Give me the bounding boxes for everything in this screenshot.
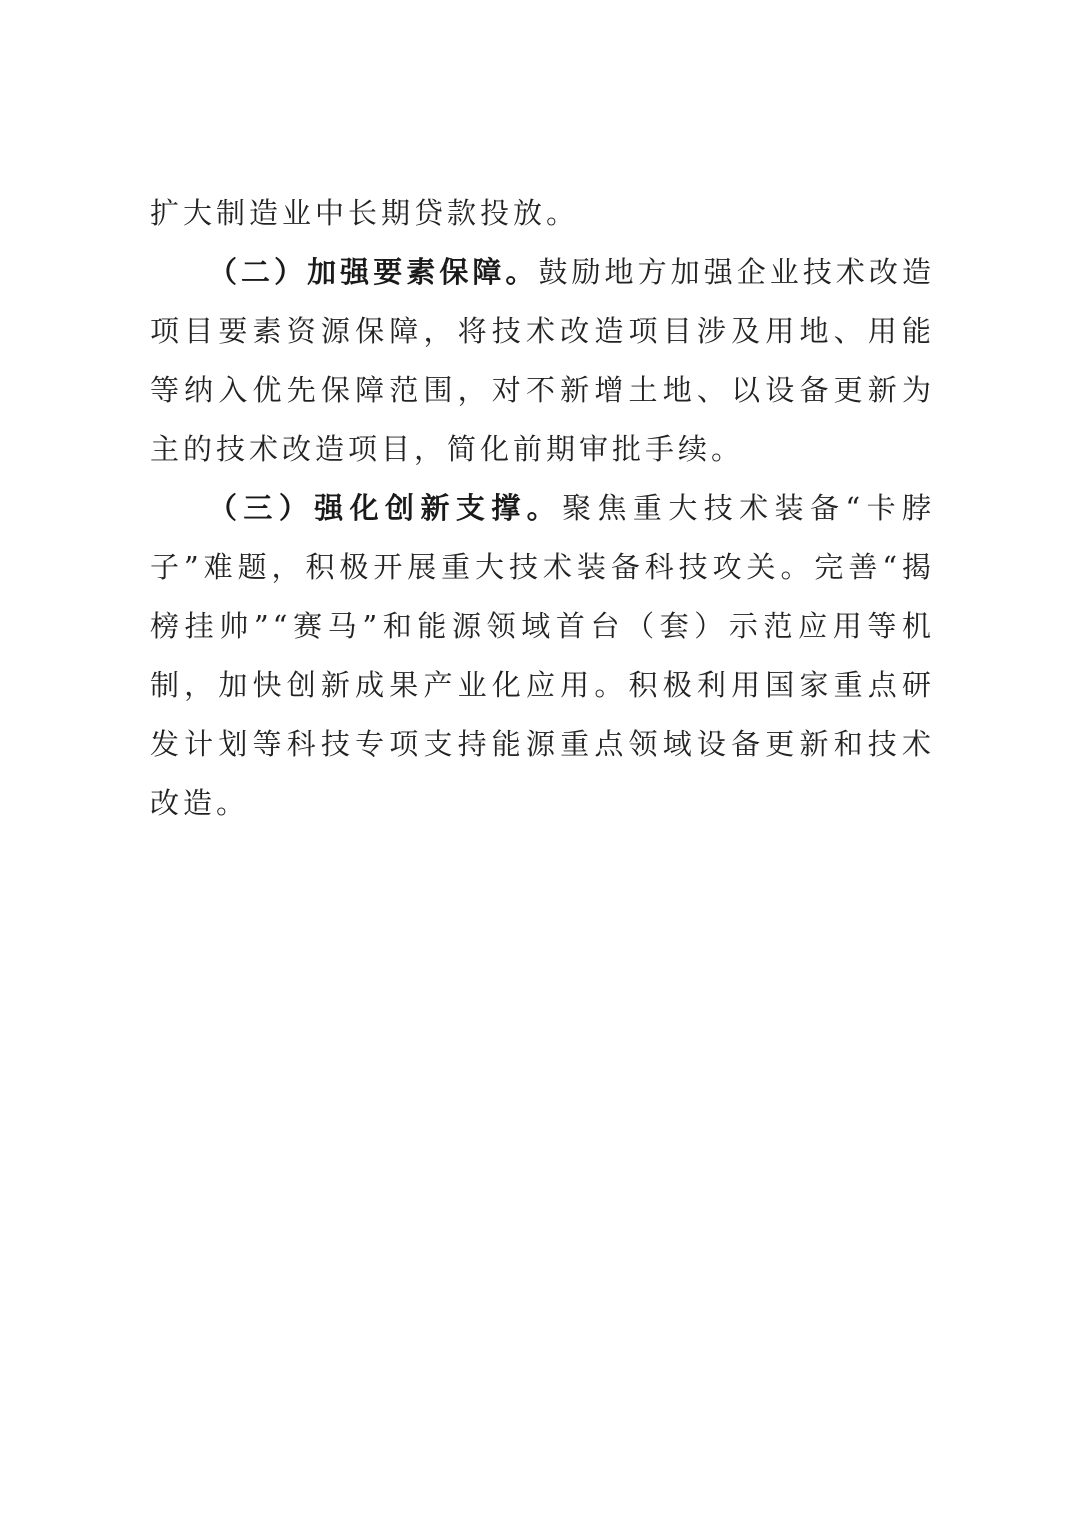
section-heading-2: （二）加强要素保障。 xyxy=(208,255,539,289)
section-heading-3: （三）强化创新支撑。 xyxy=(208,491,563,525)
paragraph-factor-guarantee xyxy=(150,243,935,479)
paragraph-innovation-support xyxy=(150,479,935,833)
paragraph-text: 聚焦重大技术装备“卡脖子”难题，积极开展重大技术装备科技攻关。完善“揭榜挂帅”“赛马”和能源领域首台（套）示范应用等机制，加快创新成果产业化应用。积极利用国家重点研发计划等科技专项支持能源重点领域设备更新和技术改造。 xyxy=(150,491,935,820)
paragraph-continuation xyxy=(150,184,935,243)
paragraph-text: 鼓励地方加强企业技术改造项目要素资源保障，将技术改造项目涉及用地、用能等纳入优先保障范围，对不新增土地、以设备更新为主的技术改造项目，简化前期审批手续。 xyxy=(150,255,935,466)
paragraph-text: 扩大制造业中长期贷款投放。 xyxy=(150,196,580,230)
document-body xyxy=(150,184,935,833)
